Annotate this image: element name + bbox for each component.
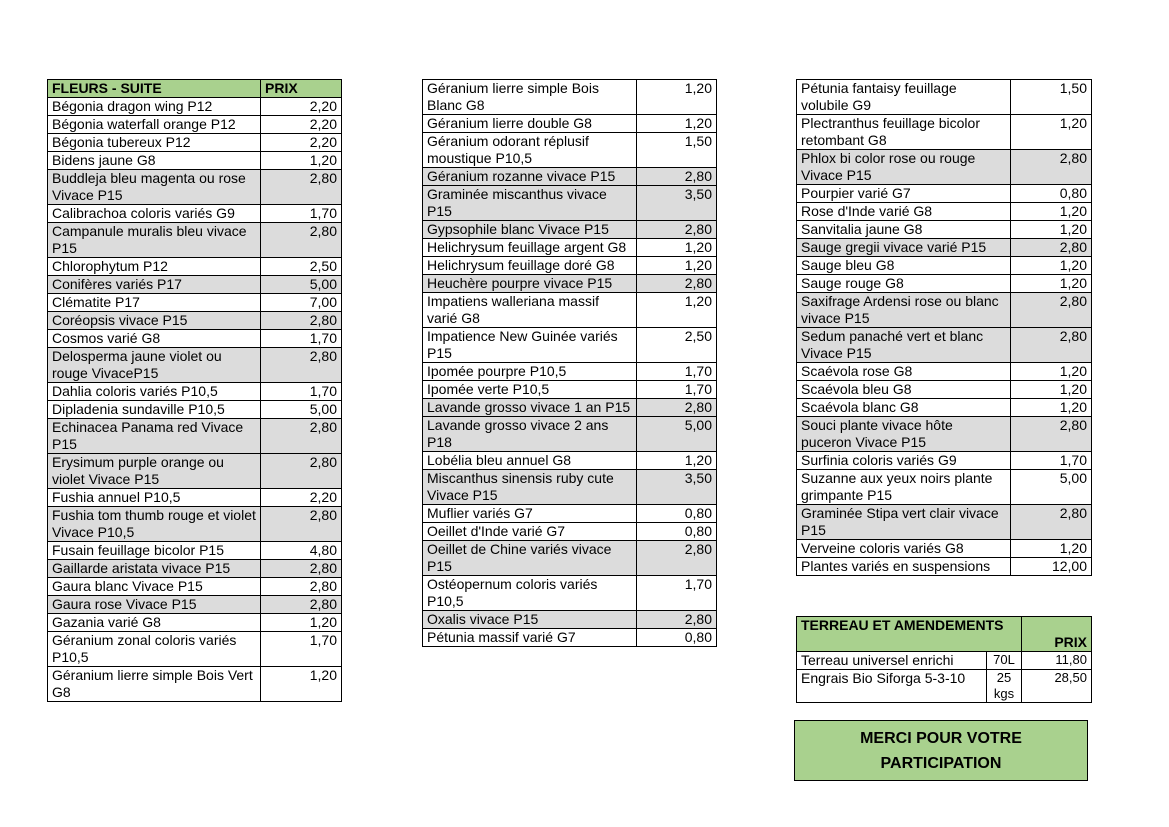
price-table-terreau-amendements bbox=[796, 616, 1092, 703]
plant-price: 2,80 bbox=[261, 596, 342, 614]
table-row bbox=[48, 419, 342, 454]
table-row bbox=[48, 542, 342, 560]
plant-price: 1,20 bbox=[261, 152, 342, 170]
table-row bbox=[423, 452, 717, 470]
table-row bbox=[48, 276, 342, 294]
table-row bbox=[48, 170, 342, 205]
plant-name: Oxalis vivace P15 bbox=[423, 611, 637, 629]
price-table-fleurs-suite bbox=[47, 79, 342, 702]
table-row bbox=[797, 505, 1092, 540]
plant-price: 1,20 bbox=[1011, 540, 1092, 558]
plant-name: Suzanne aux yeux noirs plante grimpante P15 bbox=[797, 470, 1011, 505]
table-row bbox=[48, 348, 342, 383]
plant-price: 1,50 bbox=[637, 133, 717, 168]
plant-name: Gypsophile blanc Vivace P15 bbox=[423, 221, 637, 239]
table-row bbox=[797, 470, 1092, 505]
plant-name: Calibrachoa coloris variés G9 bbox=[48, 205, 261, 223]
table-row bbox=[423, 629, 717, 647]
table-header bbox=[797, 617, 1092, 652]
table-row bbox=[797, 381, 1092, 399]
table-row bbox=[48, 632, 342, 667]
plant-name: Surfinia coloris variés G9 bbox=[797, 452, 1011, 470]
plant-price: 4,80 bbox=[261, 542, 342, 560]
table-row bbox=[797, 652, 1092, 670]
plant-name: Heuchère pourpre vivace P15 bbox=[423, 275, 637, 293]
plant-price: 1,20 bbox=[1011, 381, 1092, 399]
plant-name: Chlorophytum P12 bbox=[48, 258, 261, 276]
plant-name: Miscanthus sinensis ruby cute Vivace P15 bbox=[423, 470, 637, 505]
table-row bbox=[423, 133, 717, 168]
plant-price: 3,50 bbox=[637, 470, 717, 505]
plant-name: Géranium lierre double G8 bbox=[423, 115, 637, 133]
table-row bbox=[797, 670, 1092, 703]
table-row bbox=[797, 540, 1092, 558]
table-row bbox=[423, 275, 717, 293]
plant-price: 1,20 bbox=[637, 115, 717, 133]
plant-name: Oeillet d'Inde varié G7 bbox=[423, 523, 637, 541]
plant-name: Scaévola rose G8 bbox=[797, 363, 1011, 381]
plant-price: 2,80 bbox=[261, 170, 342, 205]
price-table-petunia-plantes bbox=[796, 79, 1092, 576]
plant-price: 2,80 bbox=[261, 419, 342, 454]
product-price: 28,50 bbox=[1022, 670, 1092, 703]
plant-price: 2,50 bbox=[261, 258, 342, 276]
plant-name: Lavande grosso vivace 1 an P15 bbox=[423, 399, 637, 417]
plant-price: 5,00 bbox=[261, 276, 342, 294]
table-row bbox=[423, 523, 717, 541]
table-row bbox=[48, 330, 342, 348]
table-row bbox=[797, 293, 1092, 328]
product-price: 11,80 bbox=[1022, 652, 1092, 670]
table-row bbox=[423, 381, 717, 399]
plant-price: 2,80 bbox=[261, 223, 342, 258]
table-row bbox=[797, 150, 1092, 185]
plant-name: Sauge rouge G8 bbox=[797, 275, 1011, 293]
plant-price: 2,80 bbox=[1011, 505, 1092, 540]
table-row bbox=[48, 205, 342, 223]
table-row bbox=[48, 507, 342, 542]
table-row bbox=[423, 541, 717, 576]
plant-name: Géranium lierre simple Bois Blanc G8 bbox=[423, 80, 637, 115]
table-row bbox=[48, 312, 342, 330]
plant-price: 2,80 bbox=[261, 454, 342, 489]
table-row bbox=[797, 203, 1092, 221]
plant-name: Gaillarde aristata vivace P15 bbox=[48, 560, 261, 578]
table-row bbox=[48, 134, 342, 152]
plant-price: 1,70 bbox=[261, 330, 342, 348]
table-row bbox=[48, 152, 342, 170]
table-row bbox=[48, 258, 342, 276]
table-row bbox=[423, 576, 717, 611]
plant-name: Helichrysum feuillage argent G8 bbox=[423, 239, 637, 257]
plant-price: 2,80 bbox=[1011, 417, 1092, 452]
price-table-geranium-petunia bbox=[422, 79, 717, 647]
plant-name: Helichrysum feuillage doré G8 bbox=[423, 257, 637, 275]
table-row bbox=[797, 115, 1092, 150]
table-row bbox=[797, 275, 1092, 293]
plant-name: Rose d'Inde varié G8 bbox=[797, 203, 1011, 221]
plant-name: Delosperma jaune violet ou rouge VivaceP15 bbox=[48, 348, 261, 383]
table-row bbox=[797, 185, 1092, 203]
plant-price: 1,20 bbox=[261, 614, 342, 632]
plant-price: 2,20 bbox=[261, 489, 342, 507]
plant-price: 5,00 bbox=[261, 401, 342, 419]
plant-price: 5,00 bbox=[637, 417, 717, 452]
table-row bbox=[797, 452, 1092, 470]
plant-name: Bidens jaune G8 bbox=[48, 152, 261, 170]
plant-name: Plectranthus feuillage bicolor retombant G8 bbox=[797, 115, 1011, 150]
plant-price: 1,20 bbox=[1011, 203, 1092, 221]
plant-price: 2,80 bbox=[637, 221, 717, 239]
plant-price: 5,00 bbox=[1011, 470, 1092, 505]
plant-price: 0,80 bbox=[1011, 185, 1092, 203]
plant-name: Cosmos varié G8 bbox=[48, 330, 261, 348]
plant-price: 2,80 bbox=[1011, 328, 1092, 363]
plant-name: Géranium odorant réplusif moustique P10,5 bbox=[423, 133, 637, 168]
table-row bbox=[423, 611, 717, 629]
plant-name: Géranium zonal coloris variés P10,5 bbox=[48, 632, 261, 667]
table-row bbox=[48, 223, 342, 258]
table-row bbox=[423, 80, 717, 115]
plant-name: Coréopsis vivace P15 bbox=[48, 312, 261, 330]
table-row bbox=[48, 614, 342, 632]
plant-price: 1,20 bbox=[637, 257, 717, 275]
table-row bbox=[423, 470, 717, 505]
plant-price: 2,80 bbox=[261, 507, 342, 542]
plant-price: 1,70 bbox=[637, 381, 717, 399]
plant-name: Gaura blanc Vivace P15 bbox=[48, 578, 261, 596]
plant-name: Scaévola bleu G8 bbox=[797, 381, 1011, 399]
plant-name: Echinacea Panama red Vivace P15 bbox=[48, 419, 261, 454]
plant-name: Campanule muralis bleu vivace P15 bbox=[48, 223, 261, 258]
plant-name: Sedum panaché vert et blanc Vivace P15 bbox=[797, 328, 1011, 363]
header-terreau-amendements: TERREAU ET AMENDEMENTS bbox=[797, 617, 1022, 652]
table-header bbox=[48, 80, 342, 98]
table-row bbox=[797, 239, 1092, 257]
header-fleurs-suite: FLEURS - SUITE bbox=[48, 80, 261, 98]
plant-price: 1,20 bbox=[637, 293, 717, 328]
plant-price: 2,80 bbox=[637, 168, 717, 186]
plant-price: 2,50 bbox=[637, 328, 717, 363]
table-row bbox=[423, 417, 717, 452]
table-row bbox=[797, 558, 1092, 576]
table-row bbox=[797, 328, 1092, 363]
plant-name: Phlox bi color rose ou rouge Vivace P15 bbox=[797, 150, 1011, 185]
table-row bbox=[423, 168, 717, 186]
plant-name: Sauge gregii vivace varié P15 bbox=[797, 239, 1011, 257]
plant-name: Graminée miscanthus vivace P15 bbox=[423, 186, 637, 221]
plant-price: 2,80 bbox=[261, 312, 342, 330]
plant-price: 1,70 bbox=[261, 632, 342, 667]
header-prix: PRIX bbox=[1022, 617, 1092, 652]
plant-name: Gaura rose Vivace P15 bbox=[48, 596, 261, 614]
table-row bbox=[48, 401, 342, 419]
plant-price: 2,80 bbox=[637, 275, 717, 293]
plant-name: Pétunia massif varié G7 bbox=[423, 629, 637, 647]
plant-name: Dipladenia sundaville P10,5 bbox=[48, 401, 261, 419]
plant-price: 0,80 bbox=[637, 629, 717, 647]
plant-price: 2,80 bbox=[1011, 239, 1092, 257]
plant-name: Fushia annuel P10,5 bbox=[48, 489, 261, 507]
plant-name: Ipomée verte P10,5 bbox=[423, 381, 637, 399]
plant-name: Lavande grosso vivace 2 ans P18 bbox=[423, 417, 637, 452]
plant-price: 1,20 bbox=[1011, 257, 1092, 275]
table-row bbox=[797, 363, 1092, 381]
plant-name: Buddleja bleu magenta ou rose Vivace P15 bbox=[48, 170, 261, 205]
table-row bbox=[48, 560, 342, 578]
plant-price: 2,80 bbox=[637, 541, 717, 576]
plant-name: Géranium lierre simple Bois Vert G8 bbox=[48, 667, 261, 702]
table-row bbox=[48, 116, 342, 134]
plant-price: 2,80 bbox=[261, 560, 342, 578]
plant-price: 1,20 bbox=[637, 80, 717, 115]
plant-price: 2,20 bbox=[261, 116, 342, 134]
product-unit: 70L bbox=[987, 652, 1022, 670]
plant-price: 1,70 bbox=[1011, 452, 1092, 470]
table-row bbox=[797, 257, 1092, 275]
table-row bbox=[797, 417, 1092, 452]
plant-price: 2,20 bbox=[261, 134, 342, 152]
table-row bbox=[48, 454, 342, 489]
table-row bbox=[797, 80, 1092, 115]
table-row bbox=[48, 578, 342, 596]
plant-name: Graminée Stipa vert clair vivace P15 bbox=[797, 505, 1011, 540]
plant-name: Muflier variés G7 bbox=[423, 505, 637, 523]
plant-name: Géranium rozanne vivace P15 bbox=[423, 168, 637, 186]
plant-name: Impatience New Guinée variés P15 bbox=[423, 328, 637, 363]
plant-name: Pétunia fantaisy feuillage volubile G9 bbox=[797, 80, 1011, 115]
table-row bbox=[48, 294, 342, 312]
plant-price: 1,70 bbox=[261, 383, 342, 401]
plant-price: 1,50 bbox=[1011, 80, 1092, 115]
plant-price: 2,80 bbox=[637, 611, 717, 629]
plant-price: 1,20 bbox=[1011, 275, 1092, 293]
product-name: Engrais Bio Siforga 5-3-10 bbox=[797, 670, 987, 703]
plant-name: Saxifrage Ardensi rose ou blanc vivace P15 bbox=[797, 293, 1011, 328]
plant-price: 1,20 bbox=[261, 667, 342, 702]
plant-name: Pourpier varié G7 bbox=[797, 185, 1011, 203]
plant-name: Verveine coloris variés G8 bbox=[797, 540, 1011, 558]
table-row bbox=[423, 363, 717, 381]
table-row bbox=[48, 489, 342, 507]
plant-price: 1,70 bbox=[637, 363, 717, 381]
plant-price: 1,70 bbox=[261, 205, 342, 223]
plant-price: 7,00 bbox=[261, 294, 342, 312]
header-prix: PRIX bbox=[261, 80, 342, 98]
table-row bbox=[423, 186, 717, 221]
thank-you-box bbox=[794, 720, 1088, 781]
table-row bbox=[423, 257, 717, 275]
plant-price: 3,50 bbox=[637, 186, 717, 221]
plant-price: 2,80 bbox=[1011, 150, 1092, 185]
plant-price: 12,00 bbox=[1011, 558, 1092, 576]
plant-price: 2,80 bbox=[261, 578, 342, 596]
plant-name: Sauge bleu G8 bbox=[797, 257, 1011, 275]
table-row bbox=[48, 667, 342, 702]
plant-name: Fushia tom thumb rouge et violet Vivace P10,5 bbox=[48, 507, 261, 542]
plant-name: Souci plante vivace hôte puceron Vivace P15 bbox=[797, 417, 1011, 452]
table-row bbox=[48, 383, 342, 401]
plant-name: Sanvitalia jaune G8 bbox=[797, 221, 1011, 239]
table-row bbox=[423, 239, 717, 257]
plant-name: Ipomée pourpre P10,5 bbox=[423, 363, 637, 381]
plant-price: 0,80 bbox=[637, 523, 717, 541]
plant-price: 1,20 bbox=[1011, 363, 1092, 381]
plant-name: Clématite P17 bbox=[48, 294, 261, 312]
plant-price: 1,70 bbox=[637, 576, 717, 611]
plant-name: Bégonia tubereux P12 bbox=[48, 134, 261, 152]
plant-price: 2,80 bbox=[261, 348, 342, 383]
table-row bbox=[48, 98, 342, 116]
plant-name: Conifères variés P17 bbox=[48, 276, 261, 294]
table-row bbox=[797, 221, 1092, 239]
plant-name: Bégonia waterfall orange P12 bbox=[48, 116, 261, 134]
plant-price: 2,20 bbox=[261, 98, 342, 116]
plant-price: 2,80 bbox=[1011, 293, 1092, 328]
table-row bbox=[423, 293, 717, 328]
table-row bbox=[423, 505, 717, 523]
plant-price: 1,20 bbox=[1011, 399, 1092, 417]
plant-name: Fusain feuillage bicolor P15 bbox=[48, 542, 261, 560]
plant-price: 1,20 bbox=[1011, 115, 1092, 150]
plant-name: Lobélia bleu annuel G8 bbox=[423, 452, 637, 470]
table-row bbox=[48, 596, 342, 614]
plant-name: Bégonia dragon wing P12 bbox=[48, 98, 261, 116]
table-row bbox=[423, 328, 717, 363]
table-row bbox=[423, 221, 717, 239]
table-row bbox=[797, 399, 1092, 417]
plant-name: Ostéopernum coloris variés P10,5 bbox=[423, 576, 637, 611]
plant-name: Impatiens walleriana massif varié G8 bbox=[423, 293, 637, 328]
plant-price: 1,20 bbox=[1011, 221, 1092, 239]
plant-price: 0,80 bbox=[637, 505, 717, 523]
table-row bbox=[423, 399, 717, 417]
plant-name: Dahlia coloris variés P10,5 bbox=[48, 383, 261, 401]
plant-price: 1,20 bbox=[637, 239, 717, 257]
product-unit: 25 kgs bbox=[987, 670, 1022, 703]
plant-name: Scaévola blanc G8 bbox=[797, 399, 1011, 417]
table-row bbox=[423, 115, 717, 133]
product-name: Terreau universel enrichi bbox=[797, 652, 987, 670]
plant-price: 1,20 bbox=[637, 452, 717, 470]
plant-price: 2,80 bbox=[637, 399, 717, 417]
plant-name: Plantes variés en suspensions bbox=[797, 558, 1011, 576]
plant-name: Oeillet de Chine variés vivace P15 bbox=[423, 541, 637, 576]
thank-you-message: MERCI POUR VOTRE PARTICIPATION bbox=[860, 729, 1022, 772]
plant-name: Gazania varié G8 bbox=[48, 614, 261, 632]
plant-name: Erysimum purple orange ou violet Vivace P15 bbox=[48, 454, 261, 489]
